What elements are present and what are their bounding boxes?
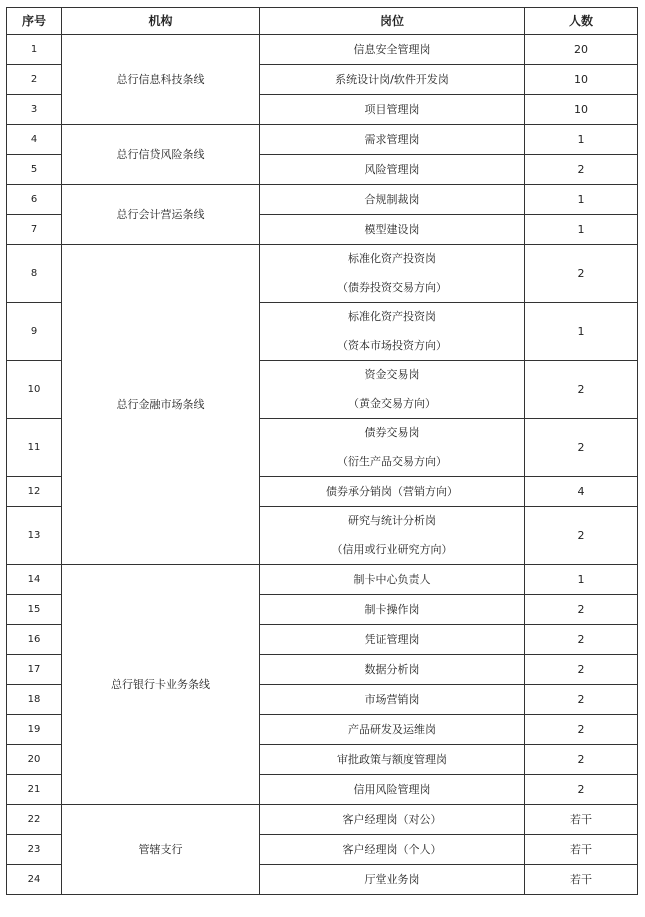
row-seq: 22 bbox=[7, 805, 62, 835]
row-seq: 9 bbox=[7, 303, 62, 361]
org-cell: 总行会计营运条线 bbox=[62, 185, 260, 245]
count-cell: 2 bbox=[525, 655, 638, 685]
count-cell: 2 bbox=[525, 419, 638, 477]
count-cell: 2 bbox=[525, 685, 638, 715]
org-cell: 管辖支行 bbox=[62, 805, 260, 895]
header-org: 机构 bbox=[62, 8, 260, 35]
count-cell: 10 bbox=[525, 95, 638, 125]
count-cell: 1 bbox=[525, 125, 638, 155]
row-seq: 1 bbox=[7, 35, 62, 65]
count-cell: 1 bbox=[525, 185, 638, 215]
org-cell: 总行金融市场条线 bbox=[62, 245, 260, 565]
row-seq: 2 bbox=[7, 65, 62, 95]
position-line: （资本市场投资方向） bbox=[337, 339, 447, 352]
position-line: 客户经理岗（对公） bbox=[342, 812, 442, 826]
position-line: 制卡中心负责人 bbox=[353, 572, 431, 586]
position-line: 风险管理岗 bbox=[364, 162, 420, 176]
org-cell: 总行信息科技条线 bbox=[62, 35, 260, 125]
position-cell bbox=[260, 185, 525, 215]
position-line: 客户经理岗（个人） bbox=[342, 842, 442, 856]
row-seq: 19 bbox=[7, 715, 62, 745]
row-seq: 11 bbox=[7, 419, 62, 477]
position-line: 合规制裁岗 bbox=[364, 192, 420, 206]
count-cell: 10 bbox=[525, 65, 638, 95]
row-seq: 5 bbox=[7, 155, 62, 185]
position-cell bbox=[260, 775, 525, 805]
position-line: 债券承分销岗（营销方向） bbox=[326, 484, 458, 498]
position-cell bbox=[260, 95, 525, 125]
position-line: 资金交易岗 bbox=[364, 368, 420, 381]
position-cell bbox=[260, 805, 525, 835]
position-line: 产品研发及运维岗 bbox=[348, 722, 436, 736]
position-cell bbox=[260, 361, 525, 419]
position-cell bbox=[260, 245, 525, 303]
position-line: 标准化资产投资岗 bbox=[348, 310, 436, 323]
count-cell: 2 bbox=[525, 361, 638, 419]
row-seq: 20 bbox=[7, 745, 62, 775]
table-row bbox=[7, 185, 638, 215]
position-line: 需求管理岗 bbox=[364, 132, 420, 146]
row-seq: 12 bbox=[7, 477, 62, 507]
position-line: 信用风险管理岗 bbox=[353, 782, 431, 796]
position-line: 模型建设岗 bbox=[364, 222, 420, 236]
count-cell: 4 bbox=[525, 477, 638, 507]
position-cell bbox=[260, 419, 525, 477]
position-line: （衍生产品交易方向） bbox=[337, 455, 447, 468]
position-line: 凭证管理岗 bbox=[364, 632, 420, 646]
count-cell: 2 bbox=[525, 775, 638, 805]
position-line: 厅堂业务岗 bbox=[364, 872, 420, 886]
count-cell: 2 bbox=[525, 715, 638, 745]
position-cell bbox=[260, 215, 525, 245]
position-cell bbox=[260, 655, 525, 685]
position-cell bbox=[260, 625, 525, 655]
position-line: 制卡操作岗 bbox=[364, 602, 420, 616]
position-cell bbox=[260, 745, 525, 775]
row-seq: 8 bbox=[7, 245, 62, 303]
position-cell bbox=[260, 715, 525, 745]
position-cell bbox=[260, 303, 525, 361]
position-cell bbox=[260, 507, 525, 565]
count-cell: 1 bbox=[525, 215, 638, 245]
row-seq: 24 bbox=[7, 865, 62, 895]
header-position: 岗位 bbox=[260, 8, 525, 35]
row-seq: 13 bbox=[7, 507, 62, 565]
position-line: 债券交易岗 bbox=[364, 426, 420, 439]
position-line: 数据分析岗 bbox=[364, 662, 420, 676]
position-cell bbox=[260, 155, 525, 185]
count-cell: 20 bbox=[525, 35, 638, 65]
position-line: 系统设计岗/软件开发岗 bbox=[335, 72, 449, 86]
count-cell: 2 bbox=[525, 245, 638, 303]
table-body bbox=[7, 35, 638, 895]
table-row bbox=[7, 245, 638, 303]
count-cell: 若干 bbox=[525, 805, 638, 835]
recruitment-table bbox=[6, 7, 638, 895]
org-cell: 总行银行卡业务条线 bbox=[62, 565, 260, 805]
table-row bbox=[7, 805, 638, 835]
position-line: 标准化资产投资岗 bbox=[348, 252, 436, 265]
position-line: 项目管理岗 bbox=[364, 102, 420, 116]
row-seq: 14 bbox=[7, 565, 62, 595]
row-seq: 16 bbox=[7, 625, 62, 655]
row-seq: 10 bbox=[7, 361, 62, 419]
position-line: （黄金交易方向） bbox=[348, 397, 436, 410]
table-row bbox=[7, 565, 638, 595]
count-cell: 若干 bbox=[525, 865, 638, 895]
count-cell: 1 bbox=[525, 565, 638, 595]
position-cell bbox=[260, 565, 525, 595]
table-row bbox=[7, 125, 638, 155]
count-cell: 2 bbox=[525, 595, 638, 625]
row-seq: 21 bbox=[7, 775, 62, 805]
header-seq: 序号 bbox=[7, 8, 62, 35]
position-line: （债券投资交易方向） bbox=[337, 281, 447, 294]
position-cell bbox=[260, 595, 525, 625]
position-line: 审批政策与额度管理岗 bbox=[337, 752, 447, 766]
row-seq: 7 bbox=[7, 215, 62, 245]
row-seq: 15 bbox=[7, 595, 62, 625]
position-cell bbox=[260, 477, 525, 507]
position-cell bbox=[260, 835, 525, 865]
header-row bbox=[7, 8, 638, 35]
row-seq: 23 bbox=[7, 835, 62, 865]
position-line: 市场营销岗 bbox=[364, 692, 420, 706]
count-cell: 2 bbox=[525, 625, 638, 655]
count-cell: 若干 bbox=[525, 835, 638, 865]
org-cell: 总行信贷风险条线 bbox=[62, 125, 260, 185]
row-seq: 18 bbox=[7, 685, 62, 715]
header-count: 人数 bbox=[525, 8, 638, 35]
position-cell bbox=[260, 35, 525, 65]
position-line: （信用或行业研究方向） bbox=[331, 543, 453, 556]
position-line: 研究与统计分析岗 bbox=[348, 514, 436, 527]
position-cell bbox=[260, 865, 525, 895]
position-cell bbox=[260, 125, 525, 155]
row-seq: 6 bbox=[7, 185, 62, 215]
row-seq: 17 bbox=[7, 655, 62, 685]
count-cell: 2 bbox=[525, 155, 638, 185]
row-seq: 3 bbox=[7, 95, 62, 125]
position-cell bbox=[260, 65, 525, 95]
position-line: 信息安全管理岗 bbox=[353, 42, 431, 56]
recruitment-table-container bbox=[6, 7, 638, 895]
count-cell: 2 bbox=[525, 745, 638, 775]
count-cell: 2 bbox=[525, 507, 638, 565]
position-cell bbox=[260, 685, 525, 715]
table-row bbox=[7, 35, 638, 65]
row-seq: 4 bbox=[7, 125, 62, 155]
count-cell: 1 bbox=[525, 303, 638, 361]
